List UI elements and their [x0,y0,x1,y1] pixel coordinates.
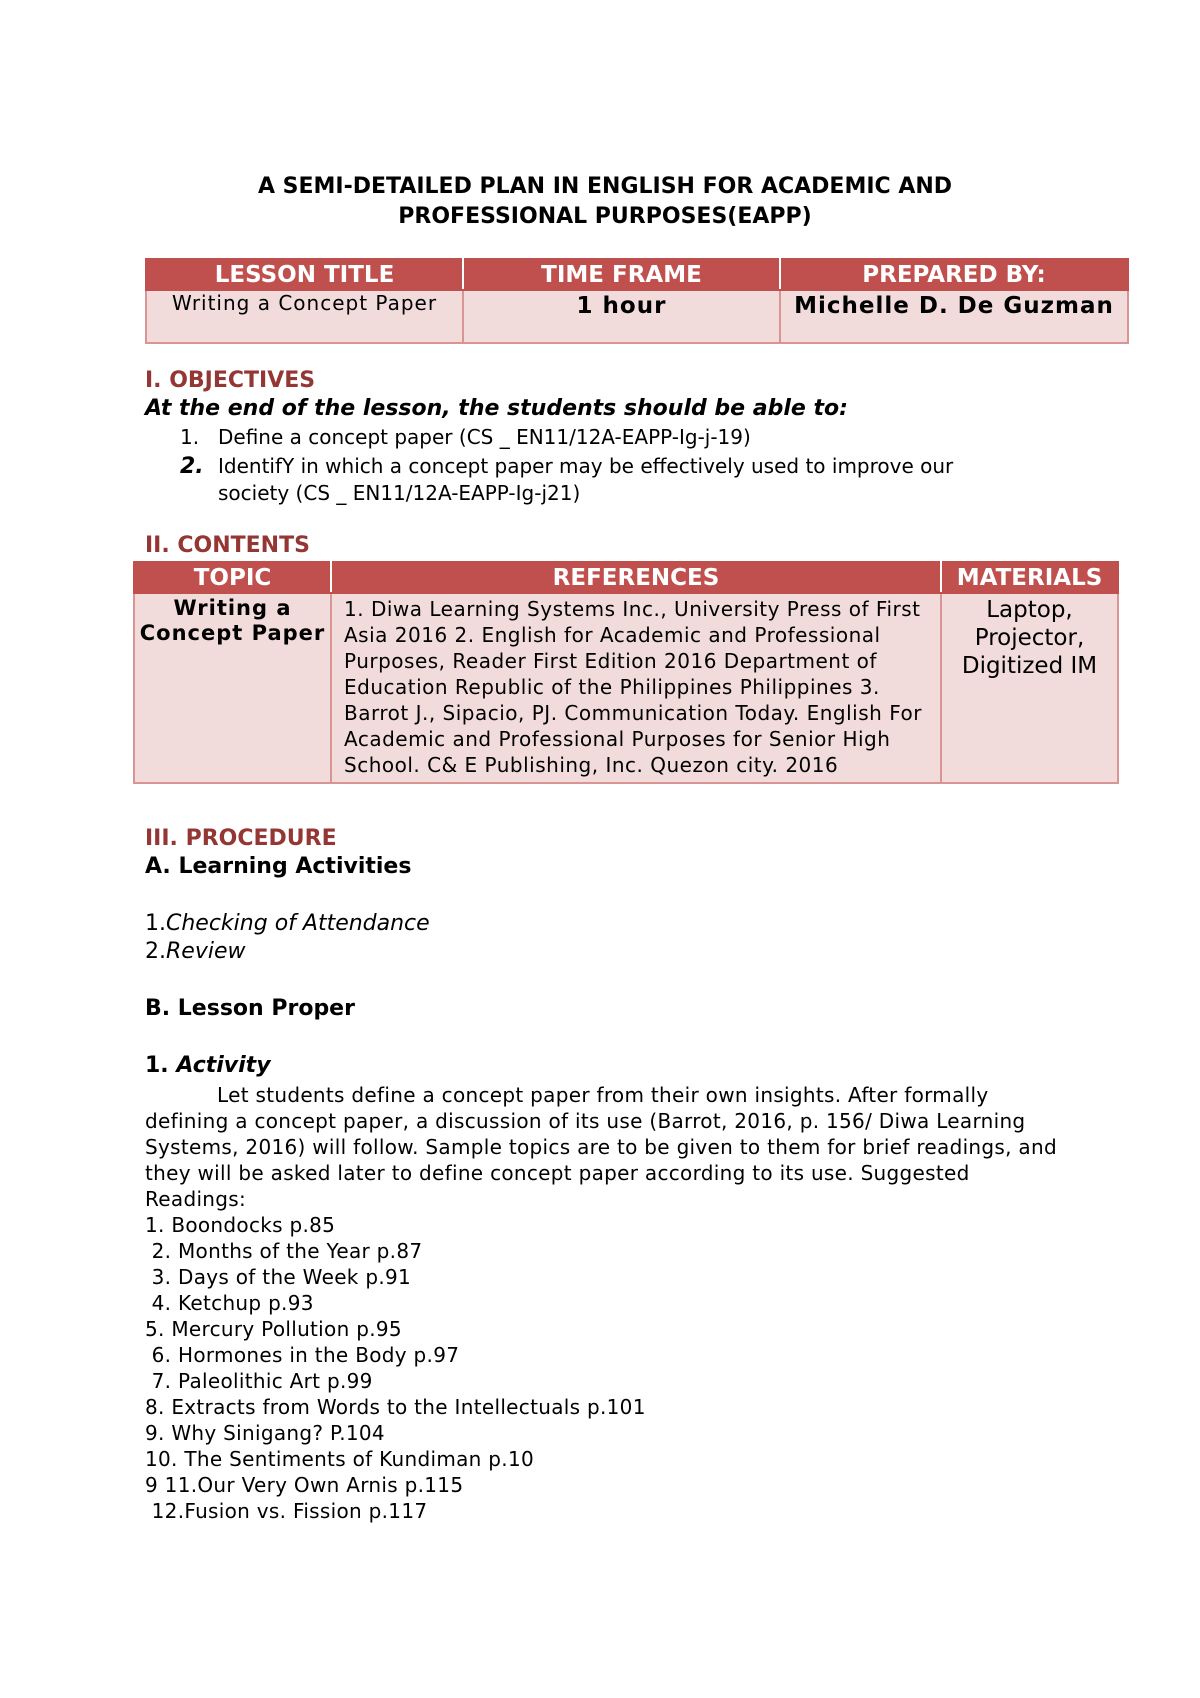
prepared-by-value: Michelle D. De Guzman [780,290,1128,343]
activity-number: 2. [145,939,166,964]
objectives-intro: At the end of the lesson, the students should be able to: [145,396,848,421]
materials-value: Laptop, Projector, Digitized IM [941,593,1118,783]
reading-item: 8. Extracts from Words to the Intellectuals p.101 [145,1395,646,1419]
lesson-info-table [145,258,1129,344]
activity-paragraph-text: Let students define a concept paper from their own insights. After formally defining a concept paper, a discussion of its use (Barrot, 2016, p. 156/ Diwa Learning Systems, 2016) will follow. Sample topics are to be given to them for brief readings, and they will be asked later to define concept paper according to its use. Suggested Readings: [145,1083,1057,1211]
reading-item: 3. Days of the Week p.91 [145,1265,412,1289]
contents-heading: II. CONTENTS [145,533,310,558]
activity-list-item [145,939,245,964]
activity-number: 1. [145,911,166,936]
header-prepared-by: PREPARED BY: [780,259,1128,290]
reading-item: 1. Boondocks p.85 [145,1213,336,1237]
objective-number: 1. [180,425,200,449]
suggested-readings-list [145,1212,646,1524]
reading-item: 6. Hormones in the Body p.97 [145,1343,460,1367]
header-references: REFERENCES [331,562,941,593]
title-line-1: A SEMI-DETAILED PLAN IN ENGLISH FOR ACADEMIC AND [257,174,953,199]
activity-heading-label: Activity [176,1053,271,1078]
reading-item: 10. The Sentiments of Kundiman p.10 [145,1447,535,1471]
objective-text: Define a concept paper (CS _ EN11/12A-EAPP-Ig-j-19) [218,425,751,449]
lesson-title-value: Writing a Concept Paper [146,290,463,343]
time-frame-value: 1 hour [463,290,780,343]
activity-list-item [145,911,430,936]
header-materials: MATERIALS [941,562,1118,593]
title-line-2: PROFESSIONAL PURPOSES(EAPP) [398,204,812,229]
learning-activities-heading: A. Learning Activities [145,854,412,879]
topic-value: Writing a Concept Paper [134,593,331,783]
objective-text-continued: society (CS _ EN11/12A-EAPP-Ig-j21) [218,481,581,505]
reading-item: 9. Why Sinigang? P.104 [145,1421,385,1445]
reading-item: 2. Months of the Year p.87 [145,1239,423,1263]
procedure-heading: III. PROCEDURE [145,826,337,851]
reading-item: 12.Fusion vs. Fission p.117 [145,1499,428,1523]
lesson-proper-heading: B. Lesson Proper [145,996,355,1021]
activity-text: Checking of Attendance [166,911,430,936]
objective-item [180,453,953,506]
contents-table [133,561,1119,784]
references-value: 1. Diwa Learning Systems Inc., University Press of First Asia 2016 2. English for Academic and Professional Purposes, Reader First Edition 2016 Department of Education Republic of the Philippines Philippines 3. Barrot J., Sipacio, PJ. Communication Today. English For Academic and Professional Purposes for Senior High School. C& E Publishing, Inc. Quezon city. 2016 [331,593,941,783]
activity-paragraph [145,1082,1075,1212]
objective-text: IdentifY in which a concept paper may be effectively used to improve our [218,454,954,478]
objective-item [180,424,751,450]
reading-item: 7. Paleolithic Art p.99 [145,1369,373,1393]
header-topic: TOPIC [134,562,331,593]
header-time-frame: TIME FRAME [463,259,780,290]
reading-item: 9 11.Our Very Own Arnis p.115 [145,1473,464,1497]
reading-item: 5. Mercury Pollution p.95 [145,1317,402,1341]
header-lesson-title: LESSON TITLE [146,259,463,290]
document-title [140,172,1070,232]
activity-heading [145,1053,271,1078]
activity-text: Review [166,939,246,964]
reading-item: 4. Ketchup p.93 [145,1291,314,1315]
activity-heading-number: 1. [145,1053,169,1078]
objectives-heading: I. OBJECTIVES [145,368,316,393]
objective-number: 2. [180,454,204,479]
